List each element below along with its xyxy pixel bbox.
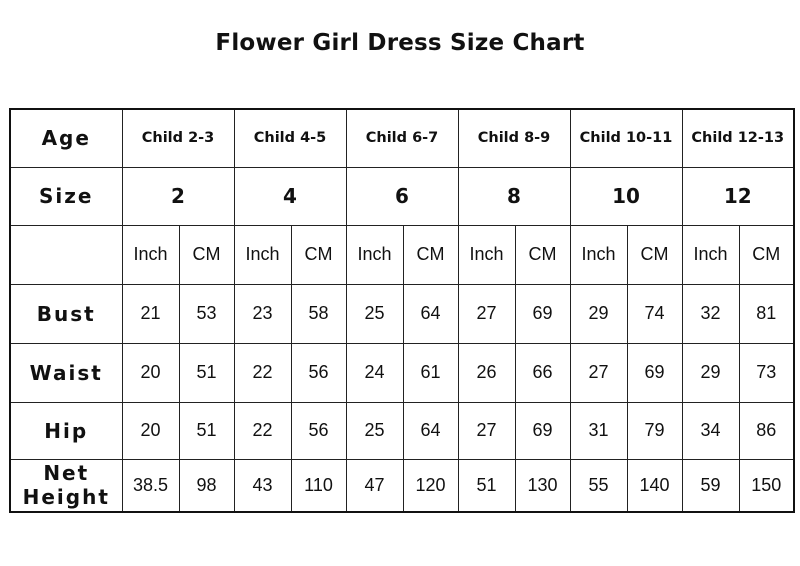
waist-cm-value: 66 [515, 343, 570, 402]
unit-cm: CM [403, 225, 458, 284]
waist-inch-value: 26 [458, 343, 515, 402]
waist-cm-value: 69 [627, 343, 682, 402]
hip-row [10, 402, 794, 459]
unit-cm: CM [291, 225, 346, 284]
bust-row-label: Bust [10, 284, 122, 343]
unit-inch: Inch [122, 225, 179, 284]
size-cell: 6 [346, 167, 458, 225]
size-cell: 8 [458, 167, 570, 225]
size-cell: 4 [234, 167, 346, 225]
bust-cm-value: 69 [515, 284, 570, 343]
net-height-cm-value: 140 [627, 459, 682, 512]
hip-inch-value: 25 [346, 402, 403, 459]
net-height-cm-value: 120 [403, 459, 458, 512]
waist-cm-value: 61 [403, 343, 458, 402]
age-cell: Child 6-7 [346, 109, 458, 167]
unit-inch: Inch [346, 225, 403, 284]
net-height-row-label [10, 459, 122, 512]
age-cell: Child 12-13 [682, 109, 794, 167]
net-height-label-line1: Net [43, 461, 90, 486]
unit-inch: Inch [682, 225, 739, 284]
size-row-label: Size [10, 167, 122, 225]
age-cell: Child 10-11 [570, 109, 682, 167]
net-height-cm-value: 130 [515, 459, 570, 512]
net-height-inch-value: 59 [682, 459, 739, 512]
bust-cm-value: 58 [291, 284, 346, 343]
size-cell: 10 [570, 167, 682, 225]
waist-cm-value: 56 [291, 343, 346, 402]
hip-inch-value: 31 [570, 402, 627, 459]
hip-cm-value: 79 [627, 402, 682, 459]
bust-cm-value: 81 [739, 284, 794, 343]
unit-inch: Inch [570, 225, 627, 284]
waist-row [10, 343, 794, 402]
waist-cm-value: 51 [179, 343, 234, 402]
hip-row-label: Hip [10, 402, 122, 459]
bust-cm-value: 74 [627, 284, 682, 343]
waist-row-label: Waist [10, 343, 122, 402]
chart-title: Flower Girl Dress Size Chart [215, 30, 585, 56]
hip-inch-value: 22 [234, 402, 291, 459]
size-chart-table [9, 108, 795, 513]
unit-inch: Inch [234, 225, 291, 284]
hip-cm-value: 64 [403, 402, 458, 459]
bust-inch-value: 23 [234, 284, 291, 343]
age-cell: Child 4-5 [234, 109, 346, 167]
age-row-label: Age [10, 109, 122, 167]
hip-cm-value: 51 [179, 402, 234, 459]
bust-inch-value: 25 [346, 284, 403, 343]
hip-cm-value: 56 [291, 402, 346, 459]
age-cell: Child 8-9 [458, 109, 570, 167]
net-height-label-line2: Height [22, 485, 110, 510]
size-row [10, 167, 794, 225]
net-height-row [10, 459, 794, 512]
hip-cm-value: 69 [515, 402, 570, 459]
unit-inch: Inch [458, 225, 515, 284]
net-height-inch-value: 51 [458, 459, 515, 512]
hip-inch-value: 34 [682, 402, 739, 459]
unit-cm: CM [179, 225, 234, 284]
bust-cm-value: 64 [403, 284, 458, 343]
unit-row-blank [10, 225, 122, 284]
net-height-inch-value: 43 [234, 459, 291, 512]
unit-cm: CM [515, 225, 570, 284]
bust-inch-value: 29 [570, 284, 627, 343]
waist-inch-value: 20 [122, 343, 179, 402]
hip-inch-value: 20 [122, 402, 179, 459]
size-cell: 2 [122, 167, 234, 225]
unit-cm: CM [739, 225, 794, 284]
bust-inch-value: 32 [682, 284, 739, 343]
bust-inch-value: 27 [458, 284, 515, 343]
age-cell: Child 2-3 [122, 109, 234, 167]
size-cell: 12 [682, 167, 794, 225]
waist-inch-value: 27 [570, 343, 627, 402]
net-height-inch-value: 47 [346, 459, 403, 512]
age-row [10, 109, 794, 167]
unit-row [10, 225, 794, 284]
waist-inch-value: 22 [234, 343, 291, 402]
net-height-inch-value: 38.5 [122, 459, 179, 512]
unit-cm: CM [627, 225, 682, 284]
net-height-cm-value: 150 [739, 459, 794, 512]
bust-row [10, 284, 794, 343]
hip-inch-value: 27 [458, 402, 515, 459]
net-height-inch-value: 55 [570, 459, 627, 512]
bust-cm-value: 53 [179, 284, 234, 343]
waist-inch-value: 24 [346, 343, 403, 402]
bust-inch-value: 21 [122, 284, 179, 343]
net-height-cm-value: 110 [291, 459, 346, 512]
waist-inch-value: 29 [682, 343, 739, 402]
waist-cm-value: 73 [739, 343, 794, 402]
net-height-cm-value: 98 [179, 459, 234, 512]
hip-cm-value: 86 [739, 402, 794, 459]
